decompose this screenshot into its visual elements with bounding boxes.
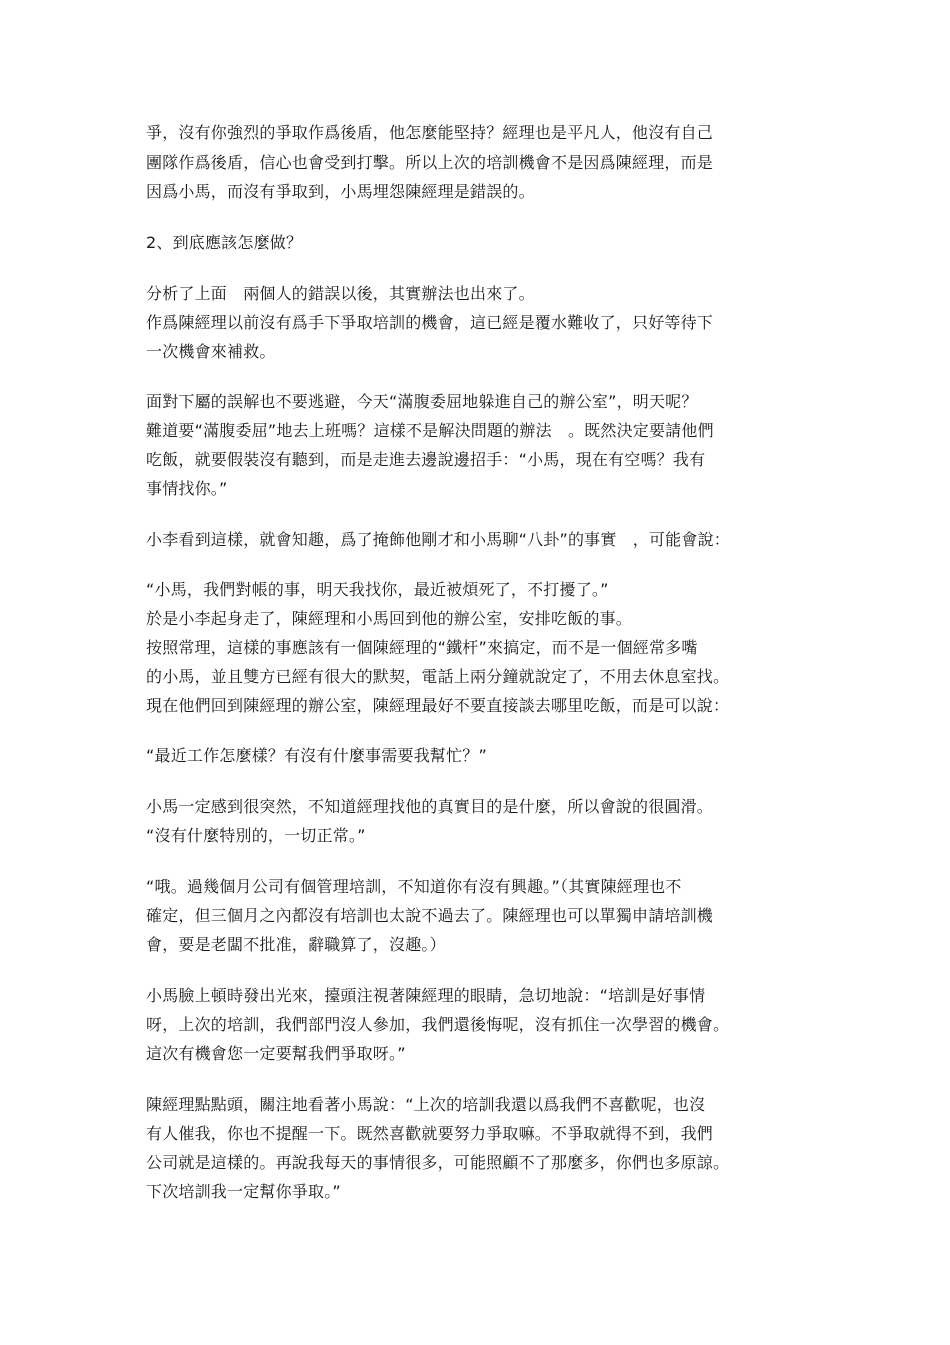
text-line: 小馬一定感到很突然，不知道經理找他的真實目的是什麼，所以會說的很圓滑。 [146,797,714,816]
text-line: 確定，但三個月之內都沒有培訓也太說不過去了。陳經理也可以單獨申請培訓機 [146,906,714,925]
text-line: 於是小李起身走了，陳經理和小馬回到他的辦公室，安排吃飯的事。 [146,609,633,628]
text-line: 陳經理點點頭，關注地看著小馬說：“上次的培訓我還以爲我們不喜歡呢，也沒 [146,1095,706,1114]
text-line: 事情找你。” [146,479,228,498]
text-line: “哦。過幾個月公司有個管理培訓，不知道你有沒有興趣。”（其實陳經理也不 [146,877,682,896]
text-line: 團隊作爲後盾，信心也會受到打擊。所以上次的培訓機會不是因爲陳經理，而是 [146,153,714,172]
text-line: 難道要“滿腹委屈”地去上班嗎？這樣不是解決問題的辦法 。既然決定要請他們 [146,421,714,440]
text-line: 這次有機會您一定要幫我們爭取呀。” [146,1044,406,1063]
text-line: 因爲小馬，而沒有爭取到，小馬埋怨陳經理是錯誤的。 [146,182,535,201]
text-line: 現在他們回到陳經理的辦公室，陳經理最好不要直接談去哪里吃飯，而是可以說： [146,696,730,715]
text-line: 小馬臉上頓時發出光來，擡頭注視著陳經理的眼睛，急切地說：“培訓是好事情 [146,986,706,1005]
text-line: 下次培訓我一定幫你爭取。” [146,1182,341,1201]
text-line: 爭，沒有你強烈的爭取作爲後盾，他怎麼能堅持？經理也是平凡人，他沒有自己 [146,123,714,142]
text-line: 吃飯，就要假裝沒有聽到，而是走進去邊說邊招手：“小馬，現在有空嗎？我有 [146,450,706,469]
text-line: 有人催我，你也不提醒一下。既然喜歡就要努力爭取嘛。不爭取就得不到，我們 [146,1124,714,1143]
text-line: 一次機會來補救。 [146,342,276,361]
text-line: 分析了上面 兩個人的錯誤以後，其實辦法也出來了。 [146,284,535,303]
text-line: 小李看到這樣，就會知趣，爲了掩飾他剛才和小馬聊“八卦”的事實 ，可能會說： [146,530,730,549]
section-heading: 2、到底應該怎麼做？ [146,233,303,252]
text-line: “沒有什麼特別的，一切正常。” [146,826,366,845]
text-line: “小馬，我們對帳的事，明天我找你，最近被煩死了，不打擾了。” [146,580,609,599]
text-line: 按照常理，這樣的事應該有一個陳經理的“鐵杆”來搞定，而不是一個經常多嘴 [146,638,698,657]
text-line: 的小馬，並且雙方已經有很大的默契，電話上兩分鐘就說定了，不用去休息室找。 [146,667,730,686]
text-line: 公司就是這樣的。再說我每天的事情很多，可能照顧不了那麼多，你們也多原諒。 [146,1153,730,1172]
text-line: 面對下屬的誤解也不要逃避，今天“滿腹委屈地躲進自己的辦公室”，明天呢？ [146,392,698,411]
text-line: “最近工作怎麼樣？有沒有什麼事需要我幫忙？” [146,746,487,765]
text-line: 會，要是老闆不批准，辭職算了，沒趣。） [146,935,446,954]
text-line: 作爲陳經理以前沒有爲手下爭取培訓的機會，這已經是覆水難收了，只好等待下 [146,313,714,332]
text-line: 呀，上次的培訓，我們部門沒人參加，我們還後悔呢，沒有抓住一次學習的機會。 [146,1015,730,1034]
